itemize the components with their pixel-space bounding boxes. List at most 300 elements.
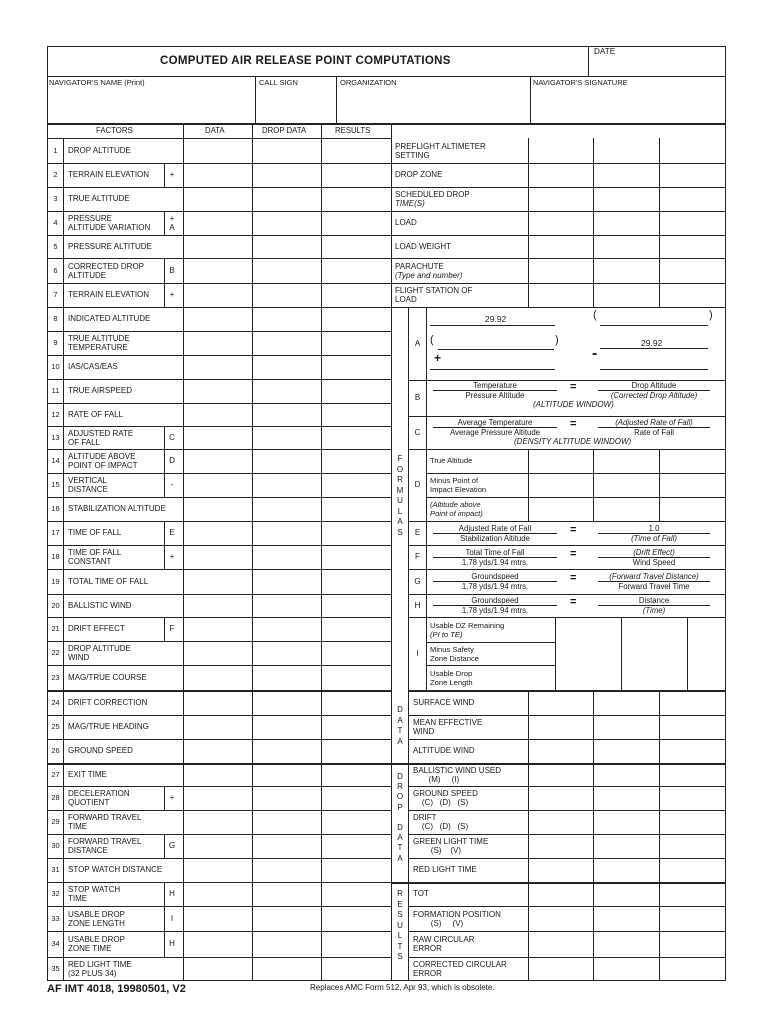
factor-number: 14 bbox=[51, 456, 60, 465]
data-row-rule bbox=[408, 739, 725, 740]
data-field-35[interactable] bbox=[185, 959, 250, 978]
factor-label: EXIT TIME bbox=[68, 769, 107, 779]
data-field-14[interactable] bbox=[185, 451, 250, 471]
replaces-note: Replaces AMC Form 512, Apr 93, which is obsolete. bbox=[310, 983, 495, 992]
formula-i-rule bbox=[426, 642, 555, 643]
formula-B-eq: = bbox=[570, 381, 577, 393]
formula-letter-B: B bbox=[414, 393, 421, 402]
drop-data-side-letter: D bbox=[397, 823, 403, 832]
data-field-24[interactable] bbox=[185, 692, 250, 713]
drop-data-field-25[interactable] bbox=[254, 717, 319, 737]
results-field-1[interactable] bbox=[323, 140, 389, 161]
formula-a-blank3[interactable] bbox=[438, 342, 554, 350]
results-field-22[interactable] bbox=[323, 643, 389, 663]
data-field-2[interactable] bbox=[185, 165, 250, 185]
drop-data-field-9[interactable] bbox=[254, 333, 319, 353]
drop-data-field-6[interactable] bbox=[254, 260, 319, 281]
drop-data-side-letter: D bbox=[397, 772, 403, 781]
info-row-rule bbox=[391, 235, 725, 236]
drop-data-field-21[interactable] bbox=[254, 619, 319, 639]
factor-number: 30 bbox=[51, 841, 60, 850]
data-field-1[interactable] bbox=[185, 140, 250, 161]
factor-number: 19 bbox=[51, 576, 60, 586]
data-field-32[interactable] bbox=[185, 884, 250, 904]
factor-number: 15 bbox=[51, 480, 60, 489]
data-field-20[interactable] bbox=[185, 596, 250, 615]
info-field-c[interactable] bbox=[661, 189, 723, 209]
factor-label: TIME OF FALL bbox=[68, 528, 122, 537]
results-field-12[interactable] bbox=[323, 405, 389, 424]
data-field-17[interactable] bbox=[185, 523, 250, 543]
formula-i-field-a[interactable] bbox=[557, 667, 619, 688]
drop-data-side-letter: T bbox=[397, 843, 403, 853]
info-field-b[interactable] bbox=[595, 213, 657, 233]
factor-label: USABLE DROP ZONE TIME bbox=[68, 935, 125, 953]
formula-E-den: Stabilization Altitude bbox=[460, 534, 530, 543]
drop-data-field-5[interactable] bbox=[254, 237, 319, 256]
formula-i-field-a[interactable] bbox=[557, 619, 619, 640]
date-field[interactable] bbox=[590, 56, 723, 75]
drop-data-field-b[interactable] bbox=[595, 860, 657, 880]
v-rule bbox=[621, 617, 622, 690]
form-top-border bbox=[47, 46, 725, 47]
info-field-c[interactable] bbox=[661, 260, 723, 281]
results-field-30[interactable] bbox=[323, 836, 389, 856]
formula-B-num: Temperature bbox=[473, 381, 517, 390]
v-rule bbox=[391, 123, 392, 980]
formula-a-blank2[interactable] bbox=[600, 318, 708, 326]
drop-data-row-label: GROUND SPEED (C) (D) (S) bbox=[413, 789, 478, 807]
data-field-c[interactable] bbox=[661, 741, 723, 761]
drop-data-field-c[interactable] bbox=[661, 812, 723, 832]
drop-data-field-29[interactable] bbox=[254, 812, 319, 832]
v-rule bbox=[593, 449, 594, 521]
formula-letter-E: E bbox=[414, 528, 421, 537]
factor-row-rule bbox=[47, 906, 391, 907]
drop-data-field-11[interactable] bbox=[254, 381, 319, 401]
factor-row-rule bbox=[47, 331, 391, 332]
data-field-9[interactable] bbox=[185, 333, 250, 353]
data-field-34[interactable] bbox=[185, 933, 250, 955]
data-field-28[interactable] bbox=[185, 788, 250, 808]
data-field-33[interactable] bbox=[185, 908, 250, 929]
drop-data-field-a[interactable] bbox=[530, 765, 591, 784]
results-field-c[interactable] bbox=[661, 933, 723, 955]
results-field-18[interactable] bbox=[323, 547, 389, 567]
drop-data-row-rule bbox=[408, 810, 725, 811]
factor-label: RATE OF FALL bbox=[68, 409, 123, 419]
results-row-label: TOT bbox=[413, 889, 429, 898]
results-field-24[interactable] bbox=[323, 692, 389, 713]
formula-d-field-a[interactable] bbox=[530, 451, 591, 471]
data-field-19[interactable] bbox=[185, 571, 250, 592]
factor-row-rule bbox=[47, 569, 391, 570]
factor-row-rule bbox=[47, 258, 391, 259]
formula-a-blank5[interactable] bbox=[430, 362, 555, 370]
factor-number: 12 bbox=[51, 409, 60, 419]
formula-d-field-b[interactable] bbox=[595, 475, 657, 495]
data-field-8[interactable] bbox=[185, 309, 250, 329]
data-field-12[interactable] bbox=[185, 405, 250, 424]
data-field-a[interactable] bbox=[530, 692, 591, 713]
factor-row-rule bbox=[47, 739, 391, 740]
drop-data-field-12[interactable] bbox=[254, 405, 319, 424]
drop-data-field-19[interactable] bbox=[254, 571, 319, 592]
formula-E-eq: = bbox=[570, 524, 577, 536]
data-field-c[interactable] bbox=[661, 717, 723, 737]
results-field-2[interactable] bbox=[323, 165, 389, 185]
factor-label: DROP ALTITUDE bbox=[68, 145, 131, 155]
results-side-letter: L bbox=[397, 931, 403, 940]
factor-label: TRUE AIRSPEED bbox=[68, 386, 133, 395]
formula-d-field-a[interactable] bbox=[530, 499, 591, 519]
factor-label: ALTITUDE ABOVE POINT OF IMPACT bbox=[68, 452, 138, 470]
drop-data-field-31[interactable] bbox=[254, 860, 319, 880]
results-field-b[interactable] bbox=[595, 959, 657, 978]
results-field-15[interactable] bbox=[323, 475, 389, 495]
results-side-letter: S bbox=[397, 952, 403, 961]
factor-label: ADJUSTED RATE OF FALL bbox=[68, 428, 134, 447]
data-row-rule bbox=[408, 715, 725, 716]
formula-row-rule bbox=[408, 449, 725, 450]
data-field-b[interactable] bbox=[595, 741, 657, 761]
drop-data-field-c[interactable] bbox=[661, 765, 723, 784]
factor-number: 7 bbox=[53, 290, 58, 299]
info-label: PARACHUTE (Type and number) bbox=[395, 261, 463, 280]
results-side-letter: E bbox=[397, 899, 403, 909]
formula-d-field-b[interactable] bbox=[595, 451, 657, 471]
results-field-c[interactable] bbox=[661, 959, 723, 978]
formula-d-field-b[interactable] bbox=[595, 499, 657, 519]
info-field-a[interactable] bbox=[530, 260, 591, 281]
info-field-c[interactable] bbox=[661, 165, 723, 185]
factor-number: 26 bbox=[51, 746, 60, 755]
results-field-11[interactable] bbox=[323, 381, 389, 401]
info-field-b[interactable] bbox=[595, 165, 657, 185]
drop-data-field-c[interactable] bbox=[661, 860, 723, 880]
results-field-4[interactable] bbox=[323, 213, 389, 233]
formula-i-field-a[interactable] bbox=[557, 644, 619, 663]
drop-data-field-20[interactable] bbox=[254, 596, 319, 615]
navigator-signature-field[interactable] bbox=[532, 88, 723, 121]
data-field-3[interactable] bbox=[185, 189, 250, 209]
info-field-a[interactable] bbox=[530, 285, 591, 305]
drop-data-field-b[interactable] bbox=[595, 836, 657, 856]
data-field-6[interactable] bbox=[185, 260, 250, 281]
formula-C-num: Average Temperature bbox=[457, 418, 533, 427]
drop-data-field-2[interactable] bbox=[254, 165, 319, 185]
results-field-13[interactable] bbox=[323, 428, 389, 447]
formula-letter-H: H bbox=[414, 600, 421, 610]
results-field-23[interactable] bbox=[323, 667, 389, 688]
navigator-signature-label: NAVIGATOR'S SIGNATURE bbox=[533, 78, 628, 87]
results-field-35[interactable] bbox=[323, 959, 389, 978]
navigator-name-field[interactable] bbox=[49, 88, 254, 121]
organization-label: ORGANIZATION bbox=[340, 78, 397, 87]
formula-G-num: Groundspeed bbox=[471, 572, 519, 581]
data-field-27[interactable] bbox=[185, 765, 250, 784]
drop-data-field-4[interactable] bbox=[254, 213, 319, 233]
results-field-29[interactable] bbox=[323, 812, 389, 832]
formula-letter-C: C bbox=[414, 427, 421, 437]
drop-data-field-b[interactable] bbox=[595, 788, 657, 808]
results-field-b[interactable] bbox=[595, 884, 657, 904]
data-field-23[interactable] bbox=[185, 667, 250, 688]
results-field-c[interactable] bbox=[661, 884, 723, 904]
info-field-a[interactable] bbox=[530, 165, 591, 185]
info-field-a[interactable] bbox=[530, 140, 591, 161]
results-field-25[interactable] bbox=[323, 717, 389, 737]
factor-number: 27 bbox=[51, 769, 60, 779]
data-field-b[interactable] bbox=[595, 717, 657, 737]
formula-letter-rule bbox=[426, 307, 427, 690]
factor-row-rule bbox=[47, 980, 391, 981]
results-field-14[interactable] bbox=[323, 451, 389, 471]
data-field-10[interactable] bbox=[185, 357, 250, 377]
drop-data-field-a[interactable] bbox=[530, 860, 591, 880]
drop-data-field-14[interactable] bbox=[254, 451, 319, 471]
v-rule bbox=[555, 617, 556, 690]
results-side-letter: S bbox=[397, 910, 403, 919]
data-field-a[interactable] bbox=[530, 717, 591, 737]
v-rule bbox=[336, 76, 337, 124]
drop-data-field-7[interactable] bbox=[254, 285, 319, 305]
info-label: FLIGHT STATION OF LOAD bbox=[395, 286, 473, 304]
drop-data-field-27[interactable] bbox=[254, 765, 319, 784]
formulas-side-letter: M bbox=[396, 485, 404, 495]
results-field-21[interactable] bbox=[323, 619, 389, 639]
results-field-19[interactable] bbox=[323, 571, 389, 592]
data-field-21[interactable] bbox=[185, 619, 250, 639]
drop-data-field-a[interactable] bbox=[530, 788, 591, 808]
factor-label: TRUE ALTITUDE bbox=[68, 194, 130, 203]
formula-B-den: Pressure Altitude bbox=[465, 391, 525, 400]
drop-data-field-32[interactable] bbox=[254, 884, 319, 904]
drop-data-field-c[interactable] bbox=[661, 836, 723, 856]
factor-label: BALLISTIC WIND bbox=[68, 600, 132, 610]
v-rule bbox=[588, 46, 589, 76]
results-field-c[interactable] bbox=[661, 908, 723, 929]
info-field-c[interactable] bbox=[661, 140, 723, 161]
call-sign-field[interactable] bbox=[257, 88, 334, 121]
data-field-4[interactable] bbox=[185, 213, 250, 233]
formula-a-blank1[interactable] bbox=[430, 318, 555, 326]
factor-number: 28 bbox=[51, 793, 60, 802]
results-field-31[interactable] bbox=[323, 860, 389, 880]
factor-letter: + A bbox=[169, 214, 175, 232]
v-rule bbox=[659, 690, 660, 980]
data-field-30[interactable] bbox=[185, 836, 250, 856]
results-field-b[interactable] bbox=[595, 933, 657, 955]
v-rule bbox=[183, 123, 184, 980]
results-row-rule bbox=[408, 931, 725, 932]
results-field-33[interactable] bbox=[323, 908, 389, 929]
results-field-32[interactable] bbox=[323, 884, 389, 904]
formulas-side-letter: F bbox=[397, 454, 403, 463]
drop-data-field-26[interactable] bbox=[254, 741, 319, 761]
factor-letter: H bbox=[169, 889, 175, 898]
results-field-9[interactable] bbox=[323, 333, 389, 353]
date-label: DATE bbox=[594, 47, 616, 56]
info-field-b[interactable] bbox=[595, 285, 657, 305]
factor-letter: F bbox=[169, 624, 175, 633]
drop-data-field-35[interactable] bbox=[254, 959, 319, 978]
organization-field[interactable] bbox=[338, 88, 528, 121]
results-field-34[interactable] bbox=[323, 933, 389, 955]
factor-label: VERTICAL DISTANCE bbox=[68, 476, 108, 494]
formula-G-den: 1.78 yds/1.94 mtrs. bbox=[461, 582, 529, 591]
drop-data-field-30[interactable] bbox=[254, 836, 319, 856]
factor-letter: H bbox=[169, 939, 175, 948]
info-field-b[interactable] bbox=[595, 140, 657, 161]
formula-H-num: Groundspeed bbox=[471, 596, 519, 605]
drop-data-field-c[interactable] bbox=[661, 788, 723, 808]
results-field-10[interactable] bbox=[323, 357, 389, 377]
drop-data-field-17[interactable] bbox=[254, 523, 319, 543]
formula-d-field-c[interactable] bbox=[661, 499, 723, 519]
drop-data-field-34[interactable] bbox=[254, 933, 319, 955]
h-rule bbox=[391, 882, 408, 884]
formula-d-field-a[interactable] bbox=[530, 475, 591, 495]
factor-label: STOP WATCH TIME bbox=[68, 885, 121, 903]
drop-data-field-18[interactable] bbox=[254, 547, 319, 567]
results-field-27[interactable] bbox=[323, 765, 389, 784]
formula-d-row: True Altitude bbox=[430, 456, 473, 465]
results-field-6[interactable] bbox=[323, 260, 389, 281]
factor-label: FORWARD TRAVEL TIME bbox=[68, 813, 142, 831]
drop-data-field-28[interactable] bbox=[254, 788, 319, 808]
factor-label: FORWARD TRAVEL DISTANCE bbox=[68, 837, 142, 855]
results-field-28[interactable] bbox=[323, 788, 389, 808]
factor-label: MAG/TRUE HEADING bbox=[68, 722, 149, 731]
results-field-5[interactable] bbox=[323, 237, 389, 256]
info-field-c[interactable] bbox=[661, 285, 723, 305]
results-field-a[interactable] bbox=[530, 884, 591, 904]
results-field-16[interactable] bbox=[323, 499, 389, 519]
factor-number: 21 bbox=[51, 624, 60, 633]
formula-d-field-c[interactable] bbox=[661, 451, 723, 471]
drop-data-field-3[interactable] bbox=[254, 189, 319, 209]
formula-C-rden: Rate of Fall bbox=[634, 428, 674, 437]
results-field-17[interactable] bbox=[323, 523, 389, 543]
info-field-b[interactable] bbox=[595, 260, 657, 281]
info-field-c[interactable] bbox=[661, 237, 723, 256]
data-field-26[interactable] bbox=[185, 741, 250, 761]
factor-row-rule bbox=[47, 473, 391, 474]
drop-data-field-a[interactable] bbox=[530, 812, 591, 832]
data-field-a[interactable] bbox=[530, 741, 591, 761]
formula-i-rule bbox=[426, 665, 555, 666]
data-field-11[interactable] bbox=[185, 381, 250, 401]
drop-data-field-8[interactable] bbox=[254, 309, 319, 329]
factor-letter: I bbox=[170, 913, 174, 923]
drop-data-field-10[interactable] bbox=[254, 357, 319, 377]
drop-data-field-22[interactable] bbox=[254, 643, 319, 663]
drop-data-field-15[interactable] bbox=[254, 475, 319, 495]
drop-data-field-13[interactable] bbox=[254, 428, 319, 447]
factor-number: 33 bbox=[51, 913, 60, 923]
formula-letter-G: G bbox=[414, 576, 421, 586]
drop-data-field-1[interactable] bbox=[254, 140, 319, 161]
info-label: SCHEDULED DROP TIME(S) bbox=[395, 190, 470, 208]
drop-data-field-23[interactable] bbox=[254, 667, 319, 688]
formula-d-field-c[interactable] bbox=[661, 475, 723, 495]
data-field-25[interactable] bbox=[185, 717, 250, 737]
results-row-label: CORRECTED CIRCULAR ERROR bbox=[413, 959, 507, 978]
data-field-7[interactable] bbox=[185, 285, 250, 305]
formula-letter-D: D bbox=[414, 480, 421, 489]
results-row-label: RAW CIRCULAR ERROR bbox=[413, 935, 475, 953]
results-field-a[interactable] bbox=[530, 908, 591, 929]
v-rule bbox=[659, 449, 660, 521]
results-field-20[interactable] bbox=[323, 596, 389, 615]
drop-data-field-b[interactable] bbox=[595, 812, 657, 832]
info-field-c[interactable] bbox=[661, 213, 723, 233]
formula-E-rnum: 1.0 bbox=[648, 524, 660, 533]
info-field-a[interactable] bbox=[530, 213, 591, 233]
drop-data-field-24[interactable] bbox=[254, 692, 319, 713]
factor-label: RED LIGHT TIME (32 PLUS 34) bbox=[68, 959, 132, 978]
formula-i-row: Usable Drop Zone Length bbox=[430, 668, 473, 687]
factor-row-rule bbox=[47, 403, 391, 404]
data-field-29[interactable] bbox=[185, 812, 250, 832]
info-label: LOAD bbox=[395, 218, 417, 227]
results-field-a[interactable] bbox=[530, 933, 591, 955]
results-field-7[interactable] bbox=[323, 285, 389, 305]
formula-row-rule bbox=[408, 521, 725, 522]
data-field-13[interactable] bbox=[185, 428, 250, 447]
drop-data-row-label: BALLISTIC WIND USED (M) (I) bbox=[413, 765, 502, 784]
formula-B-caption: (ALTITUDE WINDOW) bbox=[533, 400, 614, 409]
factor-row-rule bbox=[47, 449, 391, 450]
formula-d-row: (Altitude above Point of impact) bbox=[430, 500, 483, 518]
info-field-b[interactable] bbox=[595, 237, 657, 256]
results-field-b[interactable] bbox=[595, 908, 657, 929]
data-field-5[interactable] bbox=[185, 237, 250, 256]
drop-data-field-b[interactable] bbox=[595, 765, 657, 784]
v-rule bbox=[528, 690, 529, 980]
drop-data-field-16[interactable] bbox=[254, 499, 319, 519]
formula-a-blank4[interactable] bbox=[600, 338, 708, 349]
results-field-3[interactable] bbox=[323, 189, 389, 209]
formula-letter-A: A bbox=[414, 338, 421, 348]
formula-a-paren: ) bbox=[709, 309, 713, 321]
factor-label: GROUND SPEED bbox=[68, 746, 133, 755]
factor-label: USABLE DROP ZONE LENGTH bbox=[68, 909, 125, 928]
factor-label: DRIFT EFFECT bbox=[68, 624, 125, 633]
drop-data-row-rule bbox=[408, 834, 725, 835]
drop-data-field-a[interactable] bbox=[530, 836, 591, 856]
formula-a-blank6[interactable] bbox=[600, 362, 708, 370]
info-field-a[interactable] bbox=[530, 237, 591, 256]
data-field-15[interactable] bbox=[185, 475, 250, 495]
info-field-b[interactable] bbox=[595, 189, 657, 209]
data-field-16[interactable] bbox=[185, 499, 250, 519]
results-field-a[interactable] bbox=[530, 959, 591, 978]
results-field-8[interactable] bbox=[323, 309, 389, 329]
factor-row-rule bbox=[47, 545, 391, 546]
data-field-18[interactable] bbox=[185, 547, 250, 567]
drop-data-field-33[interactable] bbox=[254, 908, 319, 929]
drop-data-header: DROP DATA bbox=[262, 126, 307, 135]
data-field-31[interactable] bbox=[185, 860, 250, 880]
data-field-22[interactable] bbox=[185, 643, 250, 663]
results-field-26[interactable] bbox=[323, 741, 389, 761]
data-field-b[interactable] bbox=[595, 692, 657, 713]
info-field-a[interactable] bbox=[530, 189, 591, 209]
data-field-c[interactable] bbox=[661, 692, 723, 713]
factor-number: 23 bbox=[51, 672, 60, 682]
